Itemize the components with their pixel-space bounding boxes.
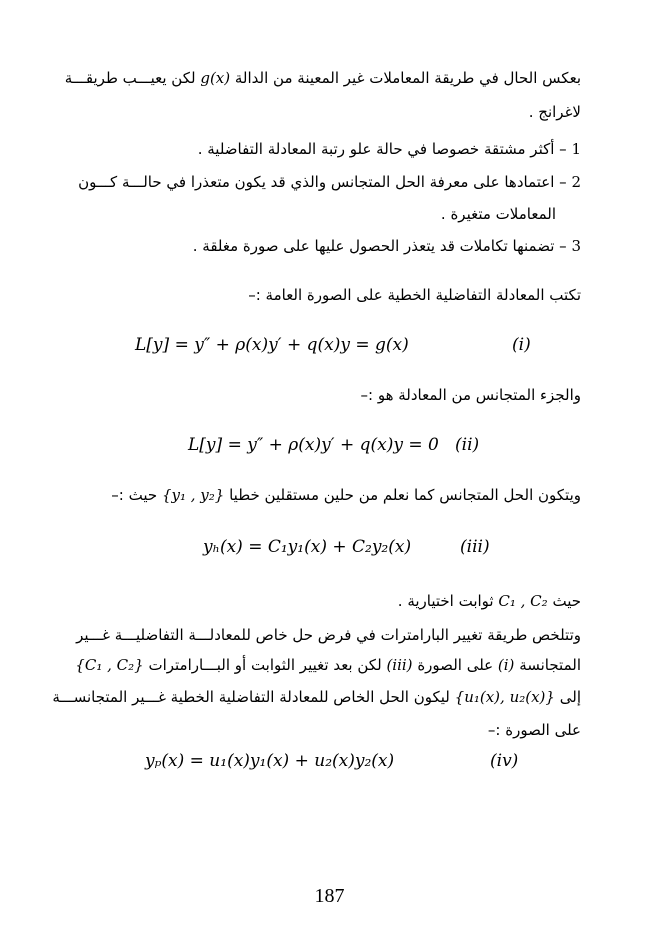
- equation-i-tag: (i): [512, 335, 531, 355]
- inline-math-u1u2: {u₁(x), u₂(x)}: [454, 688, 555, 706]
- homogeneous-solution-text: [111, 486, 581, 504]
- inline-math-i: (i): [497, 656, 515, 674]
- list-item-2-continuation: المعاملات متغيرة .: [440, 205, 556, 223]
- method-line2: [75, 656, 581, 674]
- constants-text-b: ثوابت اختيارية .: [397, 592, 494, 610]
- method-line2-b: على الصورة: [417, 656, 494, 674]
- constants-text: [398, 592, 581, 610]
- homog-text-b: حيث :–: [111, 486, 158, 504]
- list-text: أكثر مشتقة خصوصا في حالة علو رتبة المعادلة التفاضلية .: [197, 140, 555, 158]
- method-line2-c: لكن بعد تغيير الثوابت أو البـــارامترات: [148, 656, 382, 674]
- homogeneous-intro: والجزء المتجانس من المعادلة هو :–: [360, 386, 581, 404]
- equation-iii-tag: (iii): [460, 537, 490, 557]
- paragraph-intro-line2: لاغرانج .: [528, 103, 581, 121]
- inline-math-c1c2: C₁ , C₂: [498, 592, 548, 610]
- equation-ii-tag: (ii): [455, 435, 480, 455]
- inline-math-y1y2: {y₁ , y₂}: [161, 486, 225, 504]
- equation-iii: yₕ(x) = C₁y₁(x) + C₂y₂(x): [203, 537, 412, 557]
- inline-math-iii: (iii): [386, 656, 413, 674]
- equation-ii: [188, 435, 439, 455]
- general-form-intro: تكتب المعادلة التفاضلية الخطية على الصورة العامة :–: [248, 286, 581, 304]
- homog-text-a: ويتكون الحل المتجانس كما نعلم من حلين مستقلين خطيا: [229, 486, 581, 504]
- method-line2-a: المتجانسة: [519, 656, 581, 674]
- page-number: 187: [314, 885, 345, 907]
- paragraph-intro-line1: [65, 69, 581, 87]
- equation-iv: yₚ(x) = u₁(x)y₁(x) + u₂(x)y₂(x): [145, 751, 395, 771]
- inline-math-g: g(x): [200, 69, 231, 87]
- method-line1: وتتلخص طريقة تغيير البارامترات في فرض حل خاص للمعادلـــة التفاضليـــة غـــير: [76, 626, 581, 644]
- list-number: 1: [571, 140, 581, 158]
- eq2-lhs: L[y]: [188, 435, 223, 455]
- intro-text-a: بعكس الحال في طريقة المعاملات غير المعينة من الدالة: [234, 69, 581, 87]
- equation-iv-tag: (iv): [490, 751, 519, 771]
- constants-text-a: حيث: [552, 592, 581, 610]
- list-text: اعتمادها على معرفة الحل المتجانس والذي قد يكون متعذرا في حالـــة كـــون: [78, 173, 555, 191]
- method-line3: [52, 688, 581, 706]
- intro-text-b: لكن يعيـــب طريقـــة: [64, 69, 196, 87]
- inline-math-c1c2-set: {C₁ , C₂}: [75, 656, 144, 674]
- equation-i: [135, 335, 409, 355]
- method-line4: على الصورة :–: [487, 721, 581, 739]
- eq1-rhs: = y″ + ρ(x)y′ + q(x)y = g(x): [174, 335, 409, 355]
- eq2-rhs: = y″ + ρ(x)y′ + q(x)y = 0: [227, 435, 439, 455]
- list-number: 2: [571, 173, 581, 191]
- eq1-lhs: L[y]: [135, 335, 170, 355]
- list-number: 3: [571, 237, 581, 255]
- list-item-3: 3 – تضمنها تكاملات قد يتعذر الحصول عليها على صورة مغلقة .: [192, 237, 581, 255]
- list-text: تضمنها تكاملات قد يتعذر الحصول عليها على صورة مغلقة .: [192, 237, 555, 255]
- list-item-2: 2 – اعتمادها على معرفة الحل المتجانس والذي قد يكون متعذرا في حالـــة كـــون: [78, 173, 581, 191]
- method-line3-b: ليكون الحل الخاص للمعادلة التفاضلية الخطية غـــير المتجانســـة: [52, 688, 450, 706]
- method-line3-a: إلى: [559, 688, 581, 706]
- list-item-1: 1 – أكثر مشتقة خصوصا في حالة علو رتبة المعادلة التفاضلية .: [197, 140, 581, 158]
